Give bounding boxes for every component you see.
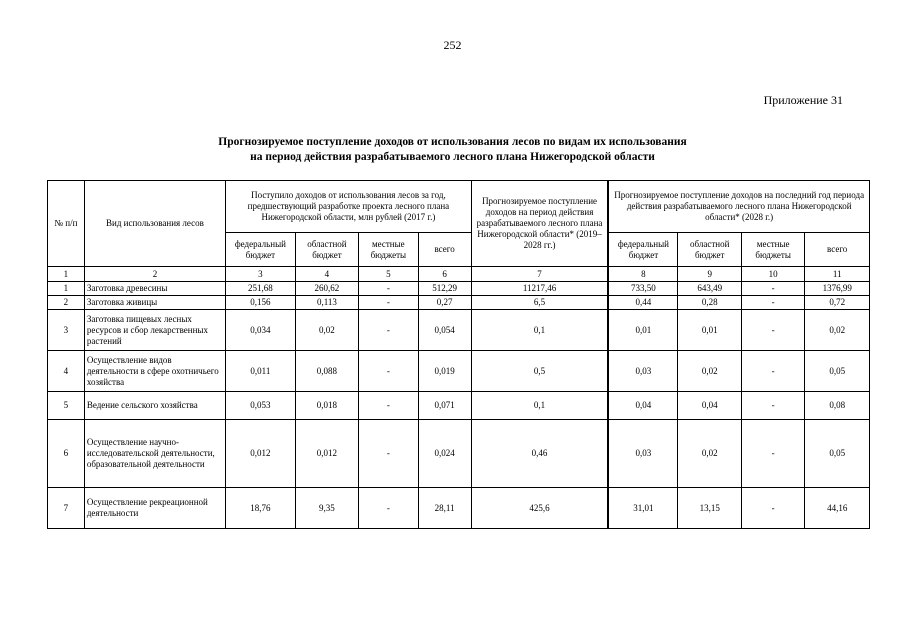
cell-usage-type: Заготовка древесины bbox=[84, 282, 225, 296]
column-number: 9 bbox=[678, 267, 741, 282]
cell-total-2028: 1376,99 bbox=[805, 282, 870, 296]
cell-forecast-total: 0,1 bbox=[471, 310, 608, 351]
cell-forecast-total: 0,46 bbox=[471, 420, 608, 488]
cell-total-2017: 0,071 bbox=[418, 392, 471, 420]
table-row bbox=[48, 310, 870, 351]
cell-local-2017: - bbox=[359, 420, 418, 488]
column-number: 4 bbox=[295, 267, 358, 282]
header-federal-2028: федеральный бюджет bbox=[608, 233, 678, 267]
cell-federal-2028: 0,01 bbox=[608, 310, 678, 351]
column-number: 1 bbox=[48, 267, 85, 282]
cell-num: 3 bbox=[48, 310, 85, 351]
cell-federal-2028: 733,50 bbox=[608, 282, 678, 296]
table-row bbox=[48, 420, 870, 488]
cell-num: 6 bbox=[48, 420, 85, 488]
cell-local-2028: - bbox=[741, 488, 804, 529]
column-number-row bbox=[48, 267, 870, 282]
cell-federal-2028: 31,01 bbox=[608, 488, 678, 529]
cell-usage-type: Осуществление рекреационной деятельности bbox=[84, 488, 225, 529]
cell-num: 4 bbox=[48, 351, 85, 392]
cell-local-2028: - bbox=[741, 296, 804, 310]
cell-federal-2017: 0,034 bbox=[226, 310, 296, 351]
column-number: 10 bbox=[741, 267, 804, 282]
cell-regional-2028: 13,15 bbox=[678, 488, 741, 529]
header-federal-2017: федеральный бюджет bbox=[226, 233, 296, 267]
cell-local-2017: - bbox=[359, 296, 418, 310]
title-line-2: на период действия разрабатываемого лесного плана Нижегородской области bbox=[250, 151, 655, 163]
cell-total-2028: 0,05 bbox=[805, 420, 870, 488]
cell-regional-2017: 0,113 bbox=[295, 296, 358, 310]
column-number: 2 bbox=[84, 267, 225, 282]
cell-total-2017: 0,27 bbox=[418, 296, 471, 310]
cell-regional-2017: 9,35 bbox=[295, 488, 358, 529]
cell-federal-2028: 0,44 bbox=[608, 296, 678, 310]
cell-regional-2028: 0,02 bbox=[678, 351, 741, 392]
cell-num: 2 bbox=[48, 296, 85, 310]
cell-usage-type: Осуществление видов деятельности в сфере охотничьего хозяйства bbox=[84, 351, 225, 392]
cell-total-2028: 0,08 bbox=[805, 392, 870, 420]
cell-total-2028: 0,05 bbox=[805, 351, 870, 392]
header-local-2028: местные бюджеты bbox=[741, 233, 804, 267]
column-number: 5 bbox=[359, 267, 418, 282]
cell-num: 5 bbox=[48, 392, 85, 420]
table-row bbox=[48, 488, 870, 529]
cell-local-2017: - bbox=[359, 310, 418, 351]
cell-federal-2017: 0,012 bbox=[226, 420, 296, 488]
header-total-2028: всего bbox=[805, 233, 870, 267]
cell-total-2028: 0,02 bbox=[805, 310, 870, 351]
cell-forecast-total: 0,5 bbox=[471, 351, 608, 392]
cell-federal-2017: 18,76 bbox=[226, 488, 296, 529]
header-group-2017: Поступило доходов от использования лесов за год, предшествующий разработке проекта лесного плана Нижегородской области, млн рублей (2017 г.) bbox=[226, 181, 472, 233]
cell-num: 1 bbox=[48, 282, 85, 296]
page-number: 252 bbox=[443, 38, 462, 52]
document-title bbox=[0, 135, 905, 165]
cell-federal-2028: 0,03 bbox=[608, 420, 678, 488]
cell-usage-type: Осуществление научно-исследовательской деятельности, образовательной деятельности bbox=[84, 420, 225, 488]
cell-forecast-total: 6,5 bbox=[471, 296, 608, 310]
cell-total-2017: 0,019 bbox=[418, 351, 471, 392]
cell-regional-2028: 0,28 bbox=[678, 296, 741, 310]
cell-total-2017: 0,054 bbox=[418, 310, 471, 351]
cell-regional-2028: 0,04 bbox=[678, 392, 741, 420]
cell-total-2028: 0,72 bbox=[805, 296, 870, 310]
cell-federal-2017: 0,053 bbox=[226, 392, 296, 420]
header-regional-2028: областной бюджет bbox=[678, 233, 741, 267]
cell-usage-type: Заготовка пищевых лесных ресурсов и сбор лекарственных растений bbox=[84, 310, 225, 351]
cell-total-2017: 512,29 bbox=[418, 282, 471, 296]
column-number: 3 bbox=[226, 267, 296, 282]
cell-local-2028: - bbox=[741, 420, 804, 488]
cell-federal-2017: 0,156 bbox=[226, 296, 296, 310]
header-forecast-total: Прогнозируемое поступление доходов на период действия разрабатываемого лесного плана Нижегородской области* (2019–2028 гг.) bbox=[471, 181, 608, 267]
cell-local-2017: - bbox=[359, 351, 418, 392]
cell-regional-2017: 0,018 bbox=[295, 392, 358, 420]
cell-total-2017: 28,11 bbox=[418, 488, 471, 529]
cell-federal-2017: 0,011 bbox=[226, 351, 296, 392]
cell-forecast-total: 0,1 bbox=[471, 392, 608, 420]
cell-regional-2028: 0,01 bbox=[678, 310, 741, 351]
appendix-label: Приложение 31 bbox=[763, 93, 843, 107]
cell-local-2028: - bbox=[741, 351, 804, 392]
cell-regional-2028: 643,49 bbox=[678, 282, 741, 296]
header-regional-2017: областной бюджет bbox=[295, 233, 358, 267]
column-number: 6 bbox=[418, 267, 471, 282]
cell-forecast-total: 425,6 bbox=[471, 488, 608, 529]
cell-usage-type: Ведение сельского хозяйства bbox=[84, 392, 225, 420]
header-num: № п/п bbox=[48, 181, 85, 267]
title-line-1: Прогнозируемое поступление доходов от использования лесов по видам их использования bbox=[218, 136, 687, 148]
cell-federal-2028: 0,03 bbox=[608, 351, 678, 392]
cell-local-2028: - bbox=[741, 310, 804, 351]
cell-regional-2017: 0,012 bbox=[295, 420, 358, 488]
cell-regional-2017: 0,02 bbox=[295, 310, 358, 351]
cell-regional-2028: 0,02 bbox=[678, 420, 741, 488]
column-number: 8 bbox=[608, 267, 678, 282]
table-row bbox=[48, 296, 870, 310]
header-group-2028: Прогнозируемое поступление доходов на последний год периода действия разрабатываемого лесного плана Нижегородской области* (2028 г.) bbox=[608, 181, 869, 233]
cell-num: 7 bbox=[48, 488, 85, 529]
revenue-table bbox=[47, 180, 870, 529]
cell-regional-2017: 0,088 bbox=[295, 351, 358, 392]
table-row bbox=[48, 392, 870, 420]
cell-local-2028: - bbox=[741, 282, 804, 296]
cell-local-2017: - bbox=[359, 392, 418, 420]
cell-local-2017: - bbox=[359, 488, 418, 529]
table-row bbox=[48, 282, 870, 296]
cell-local-2028: - bbox=[741, 392, 804, 420]
cell-local-2017: - bbox=[359, 282, 418, 296]
column-number: 11 bbox=[805, 267, 870, 282]
cell-federal-2028: 0,04 bbox=[608, 392, 678, 420]
cell-total-2017: 0,024 bbox=[418, 420, 471, 488]
cell-federal-2017: 251,68 bbox=[226, 282, 296, 296]
header-local-2017: местные бюджеты bbox=[359, 233, 418, 267]
cell-usage-type: Заготовка живицы bbox=[84, 296, 225, 310]
cell-total-2028: 44,16 bbox=[805, 488, 870, 529]
header-total-2017: всего bbox=[418, 233, 471, 267]
header-usage-type: Вид использования лесов bbox=[84, 181, 225, 267]
cell-forecast-total: 11217,46 bbox=[471, 282, 608, 296]
cell-regional-2017: 260,62 bbox=[295, 282, 358, 296]
table-row bbox=[48, 351, 870, 392]
column-number: 7 bbox=[471, 267, 608, 282]
